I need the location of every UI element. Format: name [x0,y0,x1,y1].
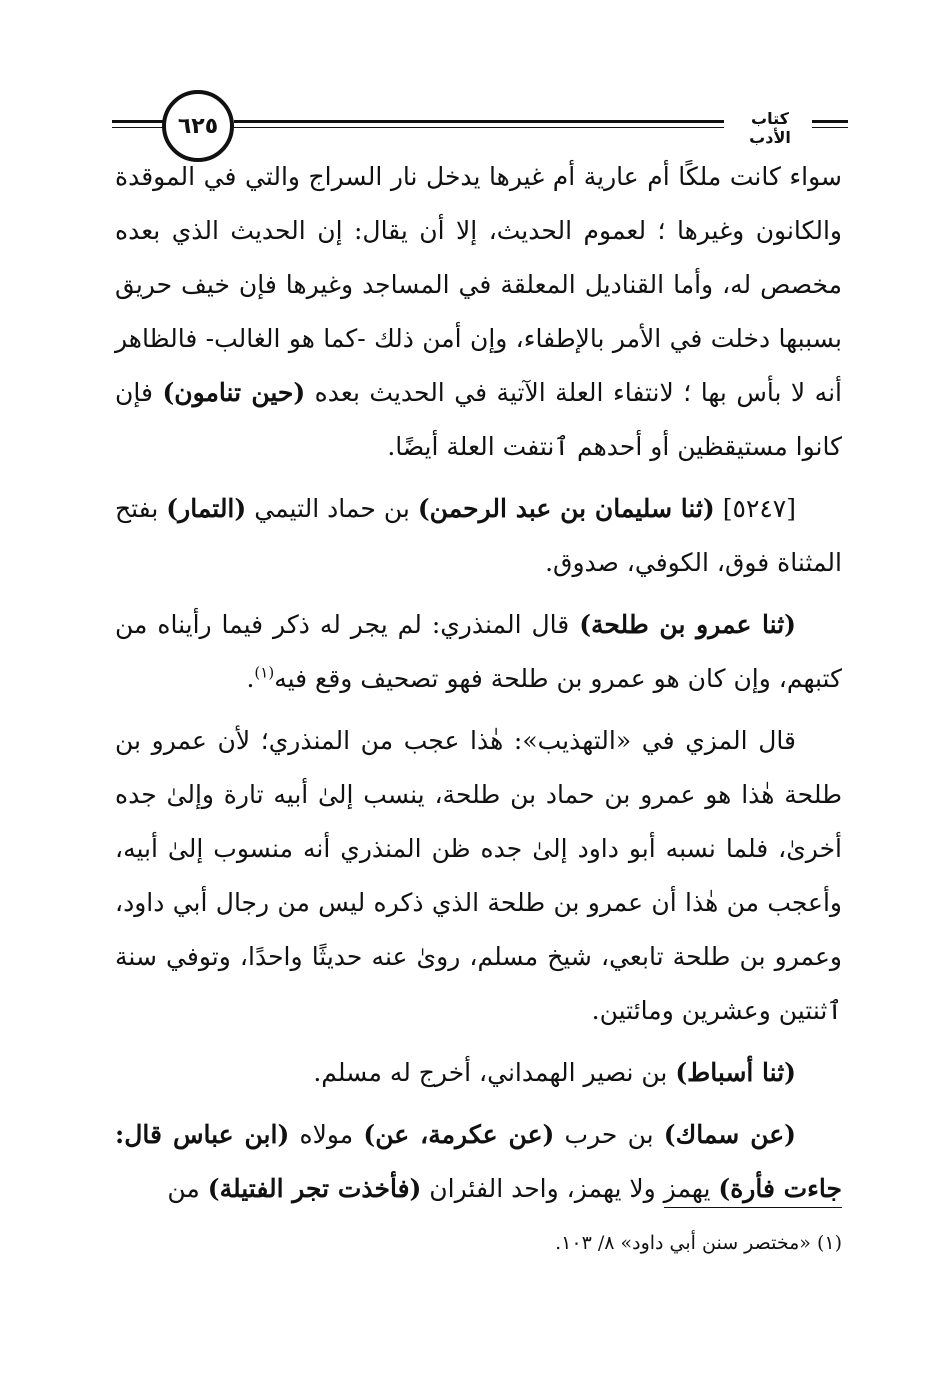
header-rule [812,127,848,128]
footnote: (١) «مختصر سنن أبي داود» ٨/ ١٠٣. [555,1232,842,1254]
header-rule [234,127,724,128]
footnote-divider [664,1207,842,1208]
bold-quote: (حين تنامون) [162,378,306,407]
bold-quote: (فأخذت تجر الفتيلة) [207,1174,422,1203]
header-rule [812,120,848,123]
paragraph: قال المزي في «التهذيب»: هٰذا عجب من المنذري؛ لأن عمرو بن طلحة هٰذا هو عمرو بن حماد بن طلحة، ينسب إلىٰ أبيه تارة وإلىٰ جده أخرىٰ، فلما نسبه أبو داود إلىٰ جده ظن المنذري أنه منسوب إلىٰ أبيه، وأعجب من هٰذا أن عمرو بن طلحة الذي ذكره ليس من رجال أبي داود، وعمرو بن طلحة تابعي، شيخ مسلم، روىٰ عنه حديثًا واحدًا، وتوفي سنة ٱثنتين وعشرين ومائتين. [115,726,842,1025]
paragraph: (ثنا أسباط) بن نصير الهمداني، أخرج له مسلم. [313,1058,796,1087]
bold-quote: (عن سماك) [663,1120,796,1149]
bold-quote: (عن عكرمة، عن) [363,1120,555,1149]
bold-quote: (ابن عباس قال: جاءت فأرة) [115,1120,842,1203]
main-text [115,150,842,1224]
footnote-ref[interactable]: (١) [254,663,275,682]
header-rule [112,120,166,123]
bold-quote: (ثنا سليمان بن عبد الرحمن) [417,494,715,523]
page-number: ٦٢٥ [162,90,234,162]
header-rule [234,120,724,123]
paragraph: سواء كانت ملكًا أم عارية أم غيرها يدخل نار السراج والتي في الموقدة والكانون وغيرها ؛ لعموم الحديث، إلا أن يقال: إن الحديث الذي بعده مخصص له، وأما القناديل المعلقة في المساجد وغيرها فإن خيف حريق بسببها دخلت في الأمر بالإطفاء، وإن أمن ذلك -كما هو الغالب- فالظاهر أنه لا بأس بها ؛ لانتفاء العلة الآتية في الحديث بعده (حين تنامون) فإن كانوا مستيقظين أو أحدهم ٱنتفت العلة أيضًا. [115,162,842,461]
paragraph: (ثنا عمرو بن طلحة) قال المنذري: لم يجر له ذكر فيما رأيناه من كتبهم، وإن كان هو عمرو بن طلحة فهو تصحيف وقع فيه$^{(١)}$. [115,610,842,693]
bold-quote: (ثنا أسباط) [675,1058,796,1087]
header-rule [112,127,166,128]
running-title: كتاب الأدب [749,109,791,147]
paragraph: (عن سماك) بن حرب (عن عكرمة، عن) مولاه (ابن عباس قال: جاءت فأرة) يهمز ولا يهمز، واحد الفئران (فأخذت تجر الفتيلة) من [115,1120,842,1203]
paragraph: [٥٢٤٧] (ثنا سليمان بن عبد الرحمن) بن حماد التيمي (التمار) بفتح المثناة فوق، الكوفي، صدوق. [115,494,842,577]
bold-quote: (ثنا عمرو بن طلحة) [579,610,797,639]
bold-quote: (التمار) [166,494,247,523]
hadith-number: [٥٢٤٧] [714,494,796,523]
